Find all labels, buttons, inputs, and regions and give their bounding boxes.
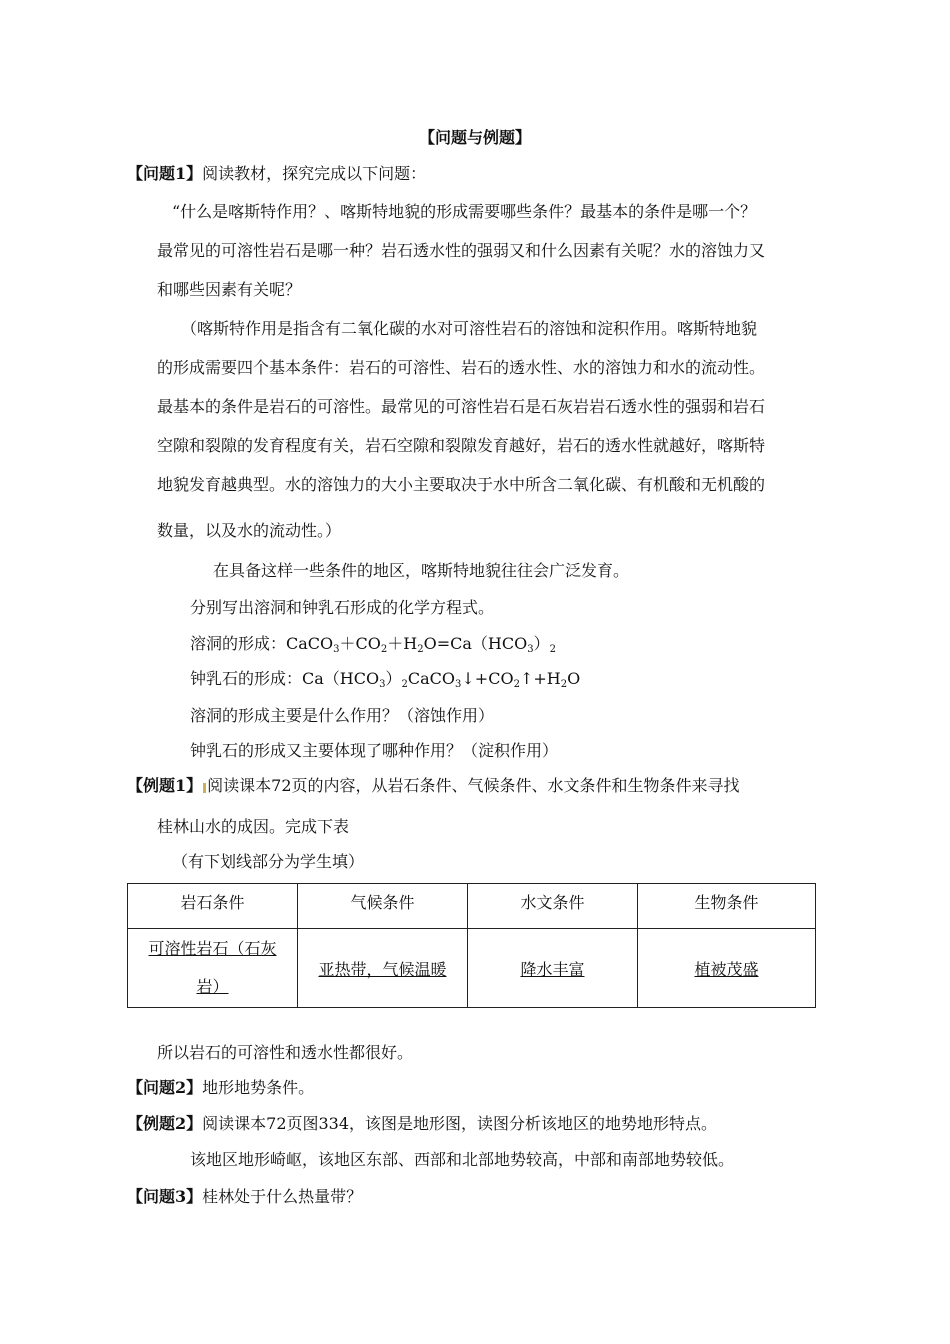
equation-stalactite: 钟乳石的形成：$Ca(HCO_3)_2CaCO_3↓+CO_2↑+H_2O$: [190, 669, 581, 690]
cell-rock: 可溶性岩石（石灰 岩）: [128, 929, 298, 1008]
section-title: 【问题与例题】: [418, 128, 531, 147]
example-2-answer: 该地区地形崎岖，该地区东部、西部和北部地势较高，中部和南部地势较低。: [190, 1150, 735, 1169]
equation-cave: 溶洞的形成：$CaCO_3+CO_2+H_2O=Ca(HCO_3)_2$: [190, 634, 557, 655]
header-biology: 生物条件: [638, 884, 816, 929]
question-3: 【问题3】桂林处于什么热量带？: [127, 1187, 363, 1206]
cave-question: 溶洞的形成主要是什么作用？（溶蚀作用）: [190, 706, 495, 725]
conditions-table: [127, 883, 816, 1008]
header-rock: 岩石条件: [128, 884, 298, 929]
equations-prompt: 分别写出溶洞和钟乳石形成的化学方程式。: [190, 598, 495, 617]
header-climate: 气候条件: [298, 884, 468, 929]
q1-answer-line: 空隙和裂隙的发育程度有关，岩石空隙和裂隙发育越好，岩石的透水性就越好，喀斯特: [157, 436, 766, 455]
question-1: [127, 164, 426, 184]
after-table-text: 所以岩石的可溶性和透水性都很好。: [157, 1043, 414, 1062]
example-2: 【例题2】阅读课本72页图334，该图是地形图，读图分析该地区的地势地形特点。: [127, 1114, 718, 1133]
cell-hydrology: 降水丰富: [468, 929, 638, 1008]
cell-climate: 亚热带，气候温暖: [298, 929, 468, 1008]
q1-para-line: 和哪些因素有关呢？: [157, 280, 302, 299]
q1-para-line: 最常见的可溶性岩石是哪一种？岩石透水性的强弱又和什么因素有关呢？水的溶蚀力又: [157, 241, 766, 260]
q1-answer-line: （喀斯特作用是指含有二氧化碳的水对可溶性岩石的溶蚀和淀积作用。喀斯特地貌: [181, 319, 758, 338]
question-1-label: 【问题1】: [127, 164, 203, 183]
example-1-text-2: 桂林山水的成因。完成下表: [157, 817, 350, 836]
conditions-line: 在具备这样一些条件的地区，喀斯特地貌往往会广泛发育。: [213, 561, 630, 580]
example-1: [127, 776, 740, 796]
q1-answer-line: 数量，以及水的流动性。）: [157, 521, 342, 540]
question-1-text: 阅读教材，探究完成以下问题：: [202, 164, 427, 183]
example-1-text: 阅读课本72页的内容，从岩石条件、气候条件、水文条件和生物条件来寻找: [207, 776, 740, 795]
example-1-note: （有下划线部分为学生填）: [172, 852, 365, 871]
cell-biology: 植被茂盛: [638, 929, 816, 1008]
q1-answer-line: 地貌发育越典型。水的溶蚀力的大小主要取决于水中所含二氧化碳、有机酸和无机酸的: [157, 475, 766, 494]
cursor-mark: [203, 783, 206, 793]
example-1-label: 【例题1】: [127, 776, 203, 795]
question-2: 【问题2】地形地势条件。: [127, 1078, 315, 1097]
q1-para-line: “什么是喀斯特作用？、喀斯特地貌的形成需要哪些条件？最基本的条件是哪一个？: [172, 202, 757, 221]
header-hydrology: 水文条件: [468, 884, 638, 929]
q1-answer-line: 最基本的条件是岩石的可溶性。最常见的可溶性岩石是石灰岩岩石透水性的强弱和岩石: [157, 397, 766, 416]
q1-answer-line: 的形成需要四个基本条件：岩石的可溶性、岩石的透水性、水的溶蚀力和水的流动性。: [157, 358, 766, 377]
stalactite-question: 钟乳石的形成又主要体现了哪种作用？（淀积作用）: [190, 741, 559, 760]
